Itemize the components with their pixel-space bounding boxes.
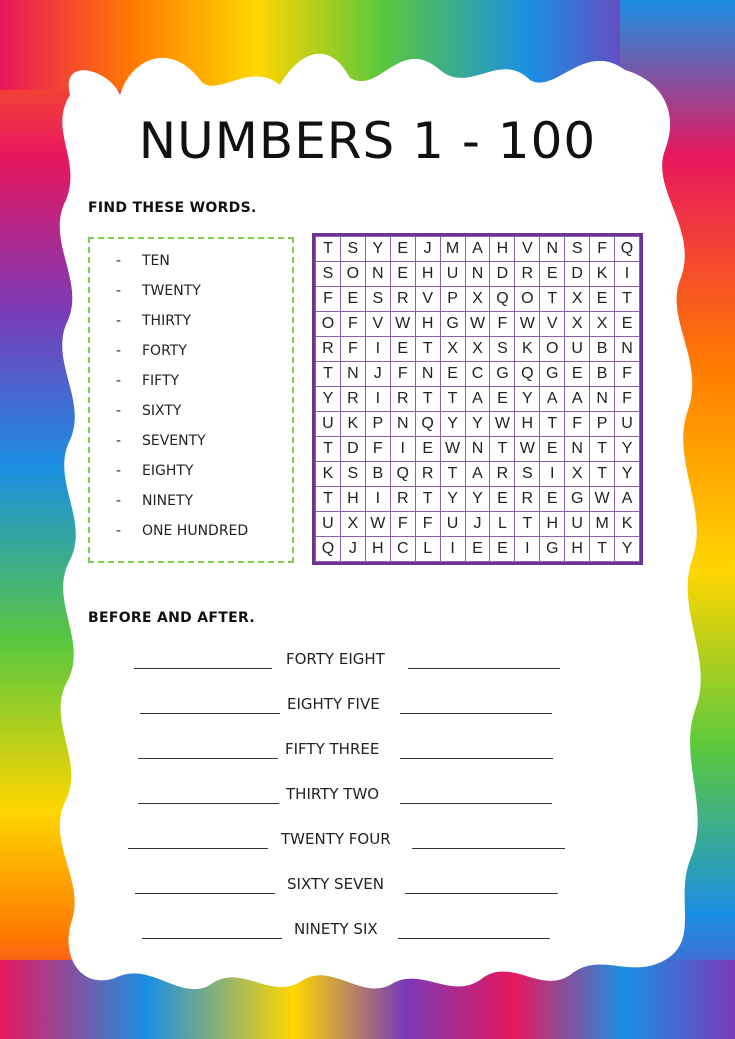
grid-letter[interactable]: E [540,262,565,287]
grid-letter[interactable]: I [515,537,540,562]
word-list-item [116,311,248,341]
grid-letter[interactable]: S [340,462,365,487]
grid-letter[interactable]: K [316,462,341,487]
grid-letter[interactable]: Y [615,437,640,462]
after-answer-line[interactable] [408,668,560,669]
grid-letter[interactable]: H [565,537,590,562]
grid-letter[interactable]: L [490,512,515,537]
grid-letter[interactable]: R [515,487,540,512]
grid-letter[interactable]: D [340,437,365,462]
grid-letter[interactable]: X [340,512,365,537]
grid-letter[interactable]: X [465,287,490,312]
grid-letter[interactable]: E [615,312,640,337]
number-word: SIXTY SEVEN [287,875,385,893]
grid-letter[interactable]: Y [440,412,465,437]
grid-letter[interactable]: Y [365,237,390,262]
grid-letter[interactable]: A [465,387,490,412]
grid-letter[interactable]: I [540,462,565,487]
grid-letter[interactable]: S [340,237,365,262]
grid-letter[interactable]: N [590,387,615,412]
grid-letter[interactable]: F [340,337,365,362]
grid-letter[interactable]: F [316,287,341,312]
word-text: SEVENTY [142,433,206,449]
grid-letter[interactable]: C [390,537,415,562]
grid-letter[interactable]: W [440,437,465,462]
grid-letter[interactable]: Q [615,237,640,262]
word-list-item [116,251,248,281]
grid-letter[interactable]: N [540,237,565,262]
grid-letter[interactable]: S [565,237,590,262]
grid-letter[interactable]: Y [316,387,341,412]
grid-letter[interactable]: Q [515,362,540,387]
grid-letter[interactable]: F [615,362,640,387]
grid-letter[interactable]: E [490,487,515,512]
before-answer-line[interactable] [135,893,275,894]
grid-letter[interactable]: E [540,437,565,462]
number-word: TWENTY FOUR [281,830,391,848]
grid-letter[interactable]: T [316,237,341,262]
grid-letter[interactable]: N [465,437,490,462]
grid-letter[interactable]: S [490,337,515,362]
grid-letter[interactable]: G [440,312,465,337]
grid-letter[interactable]: Q [316,537,341,562]
grid-row [316,437,640,462]
grid-letter[interactable]: J [415,237,440,262]
grid-letter[interactable]: X [590,312,615,337]
grid-letter[interactable]: N [415,362,440,387]
grid-letter[interactable]: G [540,362,565,387]
grid-letter[interactable]: F [590,237,615,262]
grid-row [316,537,640,562]
grid-letter[interactable]: O [340,262,365,287]
grid-letter[interactable]: U [440,262,465,287]
grid-letter[interactable]: E [415,437,440,462]
grid-letter[interactable]: R [390,387,415,412]
grid-letter[interactable]: Y [615,537,640,562]
before-answer-line[interactable] [138,758,278,759]
grid-letter[interactable]: G [540,537,565,562]
word-text: THIRTY [142,313,192,329]
grid-letter[interactable]: F [390,362,415,387]
bullet-dash: - [116,463,122,479]
grid-letter[interactable]: X [565,287,590,312]
grid-letter[interactable]: Y [440,487,465,512]
grid-row [316,262,640,287]
grid-row [316,362,640,387]
grid-letter[interactable]: P [590,412,615,437]
grid-letter[interactable]: D [490,262,515,287]
before-answer-line[interactable] [142,938,282,939]
grid-letter[interactable]: K [615,512,640,537]
grid-letter[interactable]: W [390,312,415,337]
grid-letter[interactable]: A [540,387,565,412]
page-title: NUMBERS 1 - 100 [138,112,597,170]
grid-letter[interactable]: Y [515,387,540,412]
grid-letter[interactable]: N [365,262,390,287]
after-answer-line[interactable] [400,803,552,804]
grid-letter[interactable]: R [515,262,540,287]
word-list-item [116,281,248,311]
bullet-dash: - [116,253,122,269]
before-answer-line[interactable] [134,668,272,669]
grid-letter[interactable]: T [590,462,615,487]
grid-letter[interactable]: C [465,362,490,387]
grid-letter[interactable]: T [515,512,540,537]
word-text: SIXTY [142,403,182,419]
bullet-dash: - [116,433,122,449]
grid-letter[interactable]: H [340,487,365,512]
grid-row [316,487,640,512]
grid-letter[interactable]: Y [615,462,640,487]
grid-letter[interactable]: K [515,337,540,362]
grid-letter[interactable]: E [440,362,465,387]
grid-letter[interactable]: J [465,512,490,537]
grid-letter[interactable]: F [390,512,415,537]
grid-letter[interactable]: W [590,487,615,512]
before-answer-line[interactable] [138,803,279,804]
grid-letter[interactable]: X [440,337,465,362]
word-list-box [88,237,294,563]
grid-letter[interactable]: I [390,437,415,462]
grid-letter[interactable]: U [316,412,341,437]
number-word: EIGHTY FIVE [287,695,380,713]
grid-letter[interactable]: T [316,437,341,462]
grid-letter[interactable]: E [565,362,590,387]
grid-letter[interactable]: I [440,537,465,562]
grid-letter[interactable]: R [316,337,341,362]
before-answer-line[interactable] [140,713,280,714]
grid-letter[interactable]: Y [465,487,490,512]
number-word: THIRTY TWO [286,785,380,803]
grid-letter[interactable]: R [490,462,515,487]
grid-letter[interactable]: T [590,437,615,462]
grid-letter[interactable]: T [316,362,341,387]
grid-letter[interactable]: T [490,437,515,462]
grid-letter[interactable]: V [515,237,540,262]
grid-row [316,512,640,537]
grid-letter[interactable]: G [490,362,515,387]
grid-letter[interactable]: N [565,437,590,462]
grid-letter[interactable]: X [565,462,590,487]
grid-letter[interactable]: E [490,537,515,562]
after-answer-line[interactable] [400,713,552,714]
grid-letter[interactable]: T [540,412,565,437]
word-list-item [116,491,248,521]
grid-letter[interactable]: W [515,437,540,462]
grid-letter[interactable]: F [490,312,515,337]
word-list-item [116,521,248,551]
grid-letter[interactable]: U [565,337,590,362]
word-list-item [116,431,248,461]
word-search-grid [312,233,643,565]
grid-letter[interactable]: X [465,337,490,362]
grid-letter[interactable]: Y [465,412,490,437]
grid-row [316,387,640,412]
word-text: TWENTY [142,283,201,299]
word-text: ONE HUNDRED [142,523,249,539]
word-list-item [116,401,248,431]
grid-letter[interactable]: E [340,287,365,312]
grid-letter[interactable]: T [615,287,640,312]
grid-letter[interactable]: Q [390,462,415,487]
grid-letter[interactable]: T [440,462,465,487]
grid-letter[interactable]: N [340,362,365,387]
number-word: FIFTY THREE [285,740,380,758]
grid-letter[interactable]: E [390,337,415,362]
after-answer-line[interactable] [398,938,550,939]
word-list-item [116,461,248,491]
grid-letter[interactable]: B [365,462,390,487]
grid-letter[interactable]: E [590,287,615,312]
bullet-dash: - [116,343,122,359]
grid-row [316,287,640,312]
bullet-dash: - [116,523,122,539]
grid-letter[interactable]: U [565,512,590,537]
grid-letter[interactable]: B [590,362,615,387]
grid-letter[interactable]: E [465,537,490,562]
grid-letter[interactable]: F [415,512,440,537]
grid-letter[interactable]: F [565,412,590,437]
word-list [116,251,248,551]
grid-letter[interactable]: N [615,337,640,362]
word-list-item [116,341,248,371]
grid-letter[interactable]: S [515,462,540,487]
grid-letter[interactable]: Q [490,287,515,312]
grid-row [316,412,640,437]
grid-letter[interactable]: P [365,412,390,437]
grid-letter[interactable]: I [365,387,390,412]
grid-letter[interactable]: I [615,262,640,287]
grid-letter[interactable]: T [415,487,440,512]
grid-letter[interactable]: E [390,262,415,287]
grid-letter[interactable]: R [390,287,415,312]
grid-letter[interactable]: B [590,337,615,362]
grid-letter[interactable]: H [515,412,540,437]
grid-letter[interactable]: V [365,312,390,337]
grid-row [316,312,640,337]
grid-letter[interactable]: U [440,512,465,537]
number-word: NINETY SIX [294,920,378,938]
grid-letter[interactable]: I [365,487,390,512]
grid-letter[interactable]: V [415,287,440,312]
grid-letter[interactable]: A [565,387,590,412]
word-list-item [116,371,248,401]
bullet-dash: - [116,403,122,419]
before-after-label: BEFORE AND AFTER. [88,610,255,626]
grid-letter[interactable]: H [365,537,390,562]
grid-letter[interactable]: H [540,512,565,537]
grid-letter[interactable]: J [365,362,390,387]
grid-letter[interactable]: M [440,237,465,262]
grid-letter[interactable]: U [615,412,640,437]
before-answer-line[interactable] [128,848,268,849]
grid-letter[interactable]: V [540,312,565,337]
grid-letter[interactable]: W [515,312,540,337]
grid-row [316,337,640,362]
word-text: EIGHTY [142,463,194,479]
grid-letter[interactable]: N [465,262,490,287]
grid-row [316,237,640,262]
grid-letter[interactable]: H [415,262,440,287]
grid-letter[interactable]: H [415,312,440,337]
grid-letter[interactable]: R [415,462,440,487]
number-word: FORTY EIGHT [286,650,385,668]
grid-letter[interactable]: X [565,312,590,337]
word-text: FORTY [142,343,187,359]
find-words-label: FIND THESE WORDS. [88,200,257,216]
after-answer-line[interactable] [412,848,565,849]
grid-letter[interactable]: O [540,337,565,362]
grid-letter[interactable]: O [515,287,540,312]
grid-letter[interactable]: U [316,512,341,537]
grid-letter[interactable]: F [615,387,640,412]
grid-letter[interactable]: F [340,312,365,337]
bullet-dash: - [116,373,122,389]
grid-letter[interactable]: T [440,387,465,412]
grid-letter[interactable]: J [340,537,365,562]
grid-letter[interactable]: H [490,237,515,262]
grid-letter[interactable]: T [415,387,440,412]
grid-letter[interactable]: W [490,412,515,437]
word-text: NINETY [142,493,194,509]
word-text: TEN [142,253,170,269]
grid-letter[interactable]: Q [415,412,440,437]
grid-letter[interactable]: D [565,262,590,287]
grid-letter[interactable]: G [565,487,590,512]
grid-row [316,462,640,487]
grid-letter[interactable]: O [316,312,341,337]
grid-letter[interactable]: S [365,287,390,312]
word-text: FIFTY [142,373,180,389]
grid-letter[interactable]: R [390,487,415,512]
after-answer-line[interactable] [405,893,558,894]
grid-letter[interactable]: P [440,287,465,312]
grid-letter[interactable]: A [465,237,490,262]
grid-letter[interactable]: L [415,537,440,562]
bullet-dash: - [116,493,122,509]
grid-letter[interactable]: T [316,487,341,512]
bullet-dash: - [116,313,122,329]
grid-letter[interactable]: E [390,237,415,262]
after-answer-line[interactable] [400,758,553,759]
grid-letter[interactable]: T [415,337,440,362]
grid-letter[interactable]: N [390,412,415,437]
grid-letter[interactable]: E [540,487,565,512]
grid-letter[interactable]: A [615,487,640,512]
grid-letter[interactable]: R [340,387,365,412]
grid-letter[interactable]: K [340,412,365,437]
grid-letter[interactable]: W [465,312,490,337]
grid-letter[interactable]: A [465,462,490,487]
bullet-dash: - [116,283,122,299]
word-search-table [315,236,640,562]
grid-letter[interactable]: I [365,337,390,362]
grid-letter[interactable]: T [590,537,615,562]
grid-letter[interactable]: E [490,387,515,412]
grid-letter[interactable]: F [365,437,390,462]
grid-letter[interactable]: T [540,287,565,312]
grid-letter[interactable]: M [590,512,615,537]
grid-letter[interactable]: W [365,512,390,537]
grid-letter[interactable]: K [590,262,615,287]
grid-letter[interactable]: S [316,262,341,287]
